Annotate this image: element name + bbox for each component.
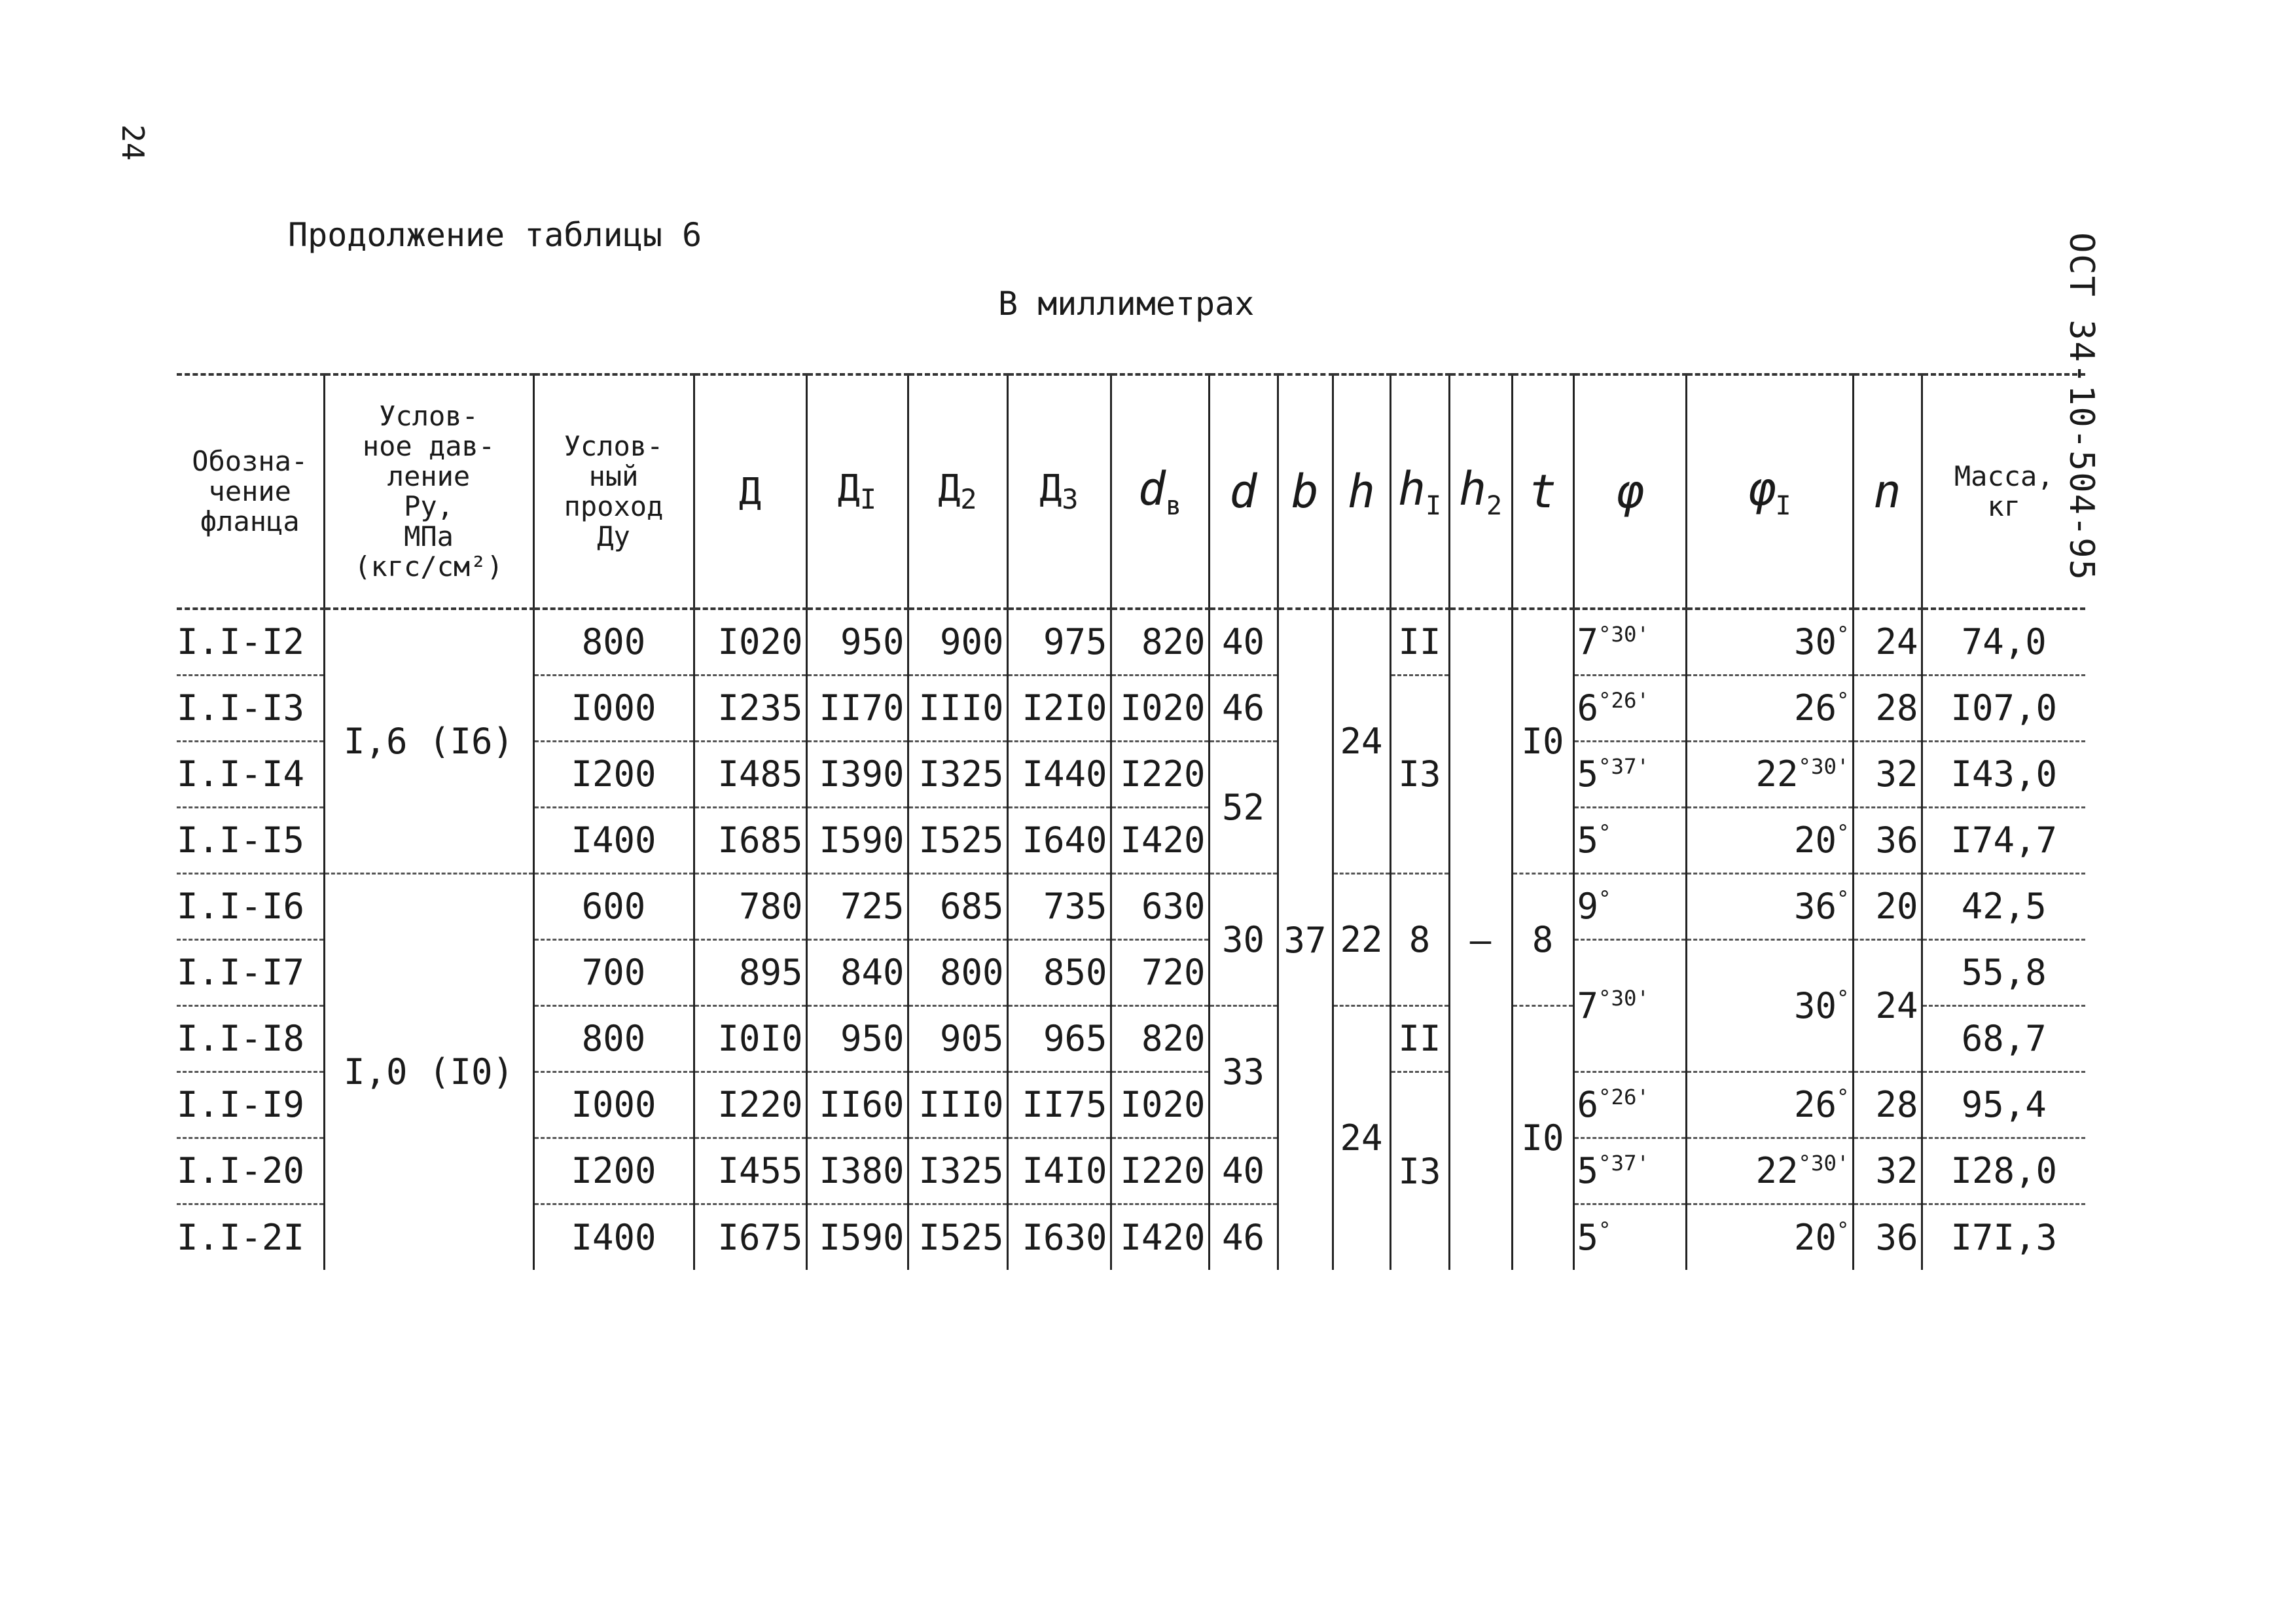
cell-D3: 735	[1007, 873, 1111, 939]
phi-value: 5	[1577, 820, 1599, 861]
phi1-unit: °	[1836, 1217, 1850, 1242]
cell-D1: I390	[806, 741, 908, 807]
cell-D: I455	[694, 1138, 806, 1204]
header-text: кг	[1987, 490, 2021, 522]
cell-passage: I400	[533, 1204, 694, 1270]
cell-phi	[1573, 939, 1686, 1072]
cell-d: 30	[1209, 873, 1278, 1005]
cell-passage: 800	[533, 609, 694, 675]
cell-D1: 725	[806, 873, 908, 939]
header-D: Д	[694, 374, 806, 609]
cell-dv: 720	[1111, 939, 1209, 1005]
phi1-value: 30	[1793, 984, 1837, 1026]
cell-passage: 800	[533, 1005, 694, 1072]
cell-n: 24	[1853, 939, 1922, 1072]
cell-phi	[1573, 675, 1686, 741]
phi-value: 7	[1577, 984, 1599, 1026]
phi-unit: °30'	[1598, 985, 1650, 1011]
cell-passage: I200	[533, 741, 694, 807]
cell-mass: 68,7	[1922, 1005, 2085, 1072]
phi1-value: 36	[1793, 886, 1837, 927]
header-h: h	[1333, 374, 1390, 609]
cell-D2: I525	[908, 807, 1007, 873]
cell-designation: I.I-I3	[177, 675, 324, 741]
cell-D: I485	[694, 741, 806, 807]
cell-mass: I07,0	[1922, 675, 2085, 741]
cell-D2: 905	[908, 1005, 1007, 1072]
cell-n: 36	[1853, 807, 1922, 873]
cell-d: 33	[1209, 1005, 1278, 1138]
cell-h: 24	[1333, 609, 1390, 873]
header-text: чение	[208, 475, 291, 507]
cell-n: 24	[1853, 609, 1922, 675]
header-D2	[908, 374, 1007, 609]
cell-designation: I.I-I8	[177, 1005, 324, 1072]
phi-value: 5	[1577, 1150, 1599, 1191]
cell-phi	[1573, 1204, 1686, 1270]
cell-d: 52	[1209, 741, 1278, 873]
cell-D1: I380	[806, 1138, 908, 1204]
cell-dv: 630	[1111, 873, 1209, 939]
header-subscript: 3	[1062, 483, 1079, 516]
header-text: ление	[387, 460, 471, 492]
phi-unit: °30'	[1598, 622, 1650, 647]
header-dv	[1111, 374, 1209, 609]
cell-phi1	[1686, 873, 1853, 939]
cell-d: 46	[1209, 675, 1278, 741]
cell-passage: I400	[533, 807, 694, 873]
header-row	[177, 374, 2085, 609]
header-phi1	[1686, 374, 1853, 609]
cell-D: I220	[694, 1072, 806, 1138]
header-h2	[1449, 374, 1512, 609]
cell-D: I235	[694, 675, 806, 741]
phi-unit: °37'	[1598, 754, 1650, 779]
cell-h1: II	[1390, 609, 1449, 675]
cell-D2: I325	[908, 1138, 1007, 1204]
header-text: проход	[564, 490, 664, 522]
cell-phi	[1573, 873, 1686, 939]
header-passage	[533, 374, 694, 609]
cell-D3: 850	[1007, 939, 1111, 1005]
cell-h: 24	[1333, 1005, 1390, 1270]
cell-D1: II70	[806, 675, 908, 741]
cell-dv: I020	[1111, 1072, 1209, 1138]
cell-D2: III0	[908, 1072, 1007, 1138]
phi-value: 5	[1577, 753, 1599, 795]
header-text: ный	[588, 460, 639, 492]
phi-value: 6	[1577, 687, 1599, 729]
phi1-unit: °	[1836, 820, 1850, 845]
header-symbol: φ	[1748, 462, 1776, 516]
cell-designation: I.I-2I	[177, 1216, 305, 1258]
cell-h2: –	[1449, 609, 1512, 1270]
cell-dv: 820	[1111, 1005, 1209, 1072]
cell-D3: 965	[1007, 1005, 1111, 1072]
phi1-value: 20	[1793, 820, 1837, 861]
cell-D: 895	[694, 939, 806, 1005]
cell-D: I685	[694, 807, 806, 873]
header-pressure	[324, 374, 533, 609]
phi-value: 6	[1577, 1084, 1599, 1125]
cell-h1: I3	[1390, 675, 1449, 873]
header-phi: φ	[1573, 374, 1686, 609]
cell-pressure: I,0 (I0)	[324, 873, 533, 1270]
cell-D3: I640	[1007, 807, 1111, 873]
cell-designation: I.I-I9	[177, 1072, 324, 1138]
cell-phi1	[1686, 939, 1853, 1072]
cell-mass: 42,5	[1922, 873, 2085, 939]
header-b: b	[1278, 374, 1333, 609]
cell-D1: II60	[806, 1072, 908, 1138]
header-text: MПa	[404, 520, 454, 552]
phi-unit: °	[1598, 886, 1611, 911]
cell-passage: I000	[533, 1072, 694, 1138]
cell-t: 8	[1512, 873, 1573, 1005]
header-symbol: Д	[938, 467, 961, 511]
cell-D3: I440	[1007, 741, 1111, 807]
cell-mass: I28,0	[1922, 1138, 2085, 1204]
cell-phi1	[1686, 1138, 1853, 1204]
cell-mass: I43,0	[1922, 741, 2085, 807]
phi1-value: 20	[1793, 1216, 1837, 1258]
cell-d: 40	[1209, 1138, 1278, 1204]
cell-n: 28	[1853, 1072, 1922, 1138]
cell-phi1	[1686, 741, 1853, 807]
cell-passage: I200	[533, 1138, 694, 1204]
cell-D1: 950	[806, 609, 908, 675]
phi1-unit: °	[1836, 688, 1850, 713]
cell-designation: I.I-I5	[177, 807, 324, 873]
cell-pressure: I,6 (I6)	[324, 609, 533, 873]
cell-designation: I.I-I7	[177, 939, 324, 1005]
phi1-unit: °	[1836, 985, 1850, 1011]
cell-passage: 600	[533, 873, 694, 939]
cell-D2: III0	[908, 675, 1007, 741]
cell-D3: I4I0	[1007, 1138, 1111, 1204]
phi-unit: °26'	[1598, 1085, 1650, 1110]
cell-D: I0I0	[694, 1005, 806, 1072]
cell-n: 20	[1853, 873, 1922, 939]
cell-phi	[1573, 807, 1686, 873]
phi1-value: 30	[1793, 621, 1837, 663]
cell-d: 40	[1209, 609, 1278, 675]
cell-phi1	[1686, 1204, 1853, 1270]
cell-t: I0	[1512, 1005, 1573, 1270]
header-d: d	[1209, 374, 1278, 609]
header-subscript: 2	[1486, 491, 1503, 521]
cell-passage: 700	[533, 939, 694, 1005]
header-symbol: h	[1458, 462, 1487, 516]
units-note: В миллиметрах	[998, 285, 1255, 323]
cell-D2: I325	[908, 741, 1007, 807]
cell-D2: I525	[908, 1204, 1007, 1270]
cell-h: 22	[1333, 873, 1390, 1005]
phi-value: 7	[1577, 621, 1599, 663]
phi1-value: 26	[1793, 1084, 1837, 1125]
cell-D: I020	[694, 609, 806, 675]
cell-mass: I7I,3	[1922, 1204, 2085, 1270]
cell-dv: I020	[1111, 675, 1209, 741]
cell-D3: II75	[1007, 1072, 1111, 1138]
phi-unit: °	[1598, 1217, 1611, 1242]
phi-value: 9	[1577, 886, 1599, 927]
cell-h1: 8	[1390, 873, 1449, 1005]
cell-D1: 950	[806, 1005, 908, 1072]
header-text: Услов-	[564, 430, 664, 462]
cell-mass: 55,8	[1922, 939, 2085, 1005]
phi1-unit: °30'	[1798, 754, 1850, 779]
phi1-value: 22	[1755, 753, 1799, 795]
cell-dv: I420	[1111, 807, 1209, 873]
header-designation	[177, 374, 324, 609]
header-symbol: h	[1397, 462, 1426, 516]
cell-n: 32	[1853, 1138, 1922, 1204]
header-text: Услов-	[379, 400, 478, 432]
cell-b: 37	[1278, 609, 1333, 1270]
phi-value: 5	[1577, 1216, 1599, 1258]
cell-passage: I000	[533, 675, 694, 741]
cell-dv: I420	[1111, 1204, 1209, 1270]
cell-designation: I.I-I4	[177, 741, 324, 807]
cell-phi1	[1686, 609, 1853, 675]
phi-unit: °26'	[1598, 688, 1650, 713]
table-row	[177, 873, 2085, 939]
document-code: ОСТ 34-10-504-95	[2062, 232, 2101, 581]
cell-n: 28	[1853, 675, 1922, 741]
cell-dv: I220	[1111, 741, 1209, 807]
cell-mass: 95,4	[1922, 1072, 2085, 1138]
cell-D2: 800	[908, 939, 1007, 1005]
cell-D1: I590	[806, 807, 908, 873]
phi1-value: 22	[1755, 1150, 1799, 1191]
header-symbol: Д	[1039, 467, 1062, 511]
cell-t: I0	[1512, 609, 1573, 873]
cell-n: 36	[1853, 1204, 1922, 1270]
table-row	[177, 609, 2085, 675]
cell-D1: I590	[806, 1204, 908, 1270]
cell-D: I675	[694, 1204, 806, 1270]
cell-n: 32	[1853, 741, 1922, 807]
phi1-unit: °	[1836, 622, 1850, 647]
header-text: Масса,	[1954, 460, 2054, 492]
cell-phi	[1573, 1138, 1686, 1204]
header-t: t	[1512, 374, 1573, 609]
cell-designation: I.I-I2	[177, 609, 324, 675]
cell-designation: I.I-I6	[177, 873, 324, 939]
header-subscript: в	[1166, 491, 1182, 521]
header-n: n	[1853, 374, 1922, 609]
header-text: (кгс/см²)	[354, 550, 503, 583]
header-text: фланца	[200, 505, 300, 537]
cell-h1: I3	[1390, 1072, 1449, 1270]
page-number: 24	[115, 124, 151, 161]
cell-h1: II	[1390, 1005, 1449, 1072]
header-subscript: I	[1775, 491, 1791, 521]
header-text: Обозна-	[192, 445, 308, 477]
cell-dv: 820	[1111, 609, 1209, 675]
cell-phi1	[1686, 807, 1853, 873]
header-D3	[1007, 374, 1111, 609]
cell-D1: 840	[806, 939, 908, 1005]
header-mass	[1922, 374, 2085, 609]
header-subscript: 2	[960, 483, 977, 516]
header-text: Ду	[597, 520, 630, 552]
cell-D: 780	[694, 873, 806, 939]
table-continuation-title: Продолжение таблицы 6	[288, 216, 702, 254]
cell-phi1	[1686, 1072, 1853, 1138]
cell-designation: I.I-20	[177, 1138, 324, 1204]
cell-phi	[1573, 609, 1686, 675]
cell-d: 46	[1209, 1204, 1278, 1270]
header-symbol: Д	[837, 467, 860, 511]
header-D1	[806, 374, 908, 609]
phi1-unit: °	[1836, 886, 1850, 911]
header-subscript: I	[1426, 491, 1442, 521]
cell-mass: I74,7	[1922, 807, 2085, 873]
cell-D2: 900	[908, 609, 1007, 675]
cell-D2: 685	[908, 873, 1007, 939]
cell-D3: 975	[1007, 609, 1111, 675]
header-text: ное дав-	[362, 430, 495, 462]
cell-phi1	[1686, 675, 1853, 741]
header-h1	[1390, 374, 1449, 609]
phi1-unit: °30'	[1798, 1151, 1850, 1176]
header-symbol: d	[1138, 462, 1166, 516]
cell-phi	[1573, 1072, 1686, 1138]
header-text: Py,	[404, 490, 454, 522]
flange-table	[177, 373, 2085, 1270]
cell-dv: I220	[1111, 1138, 1209, 1204]
header-subscript: I	[859, 483, 876, 516]
cell-D3: I2I0	[1007, 675, 1111, 741]
cell-D3: I630	[1007, 1204, 1111, 1270]
cell-mass: 74,0	[1922, 609, 2085, 675]
cell-phi	[1573, 741, 1686, 807]
phi1-unit: °	[1836, 1085, 1850, 1110]
phi-unit: °	[1598, 820, 1611, 845]
phi1-value: 26	[1793, 687, 1837, 729]
phi-unit: °37'	[1598, 1151, 1650, 1176]
